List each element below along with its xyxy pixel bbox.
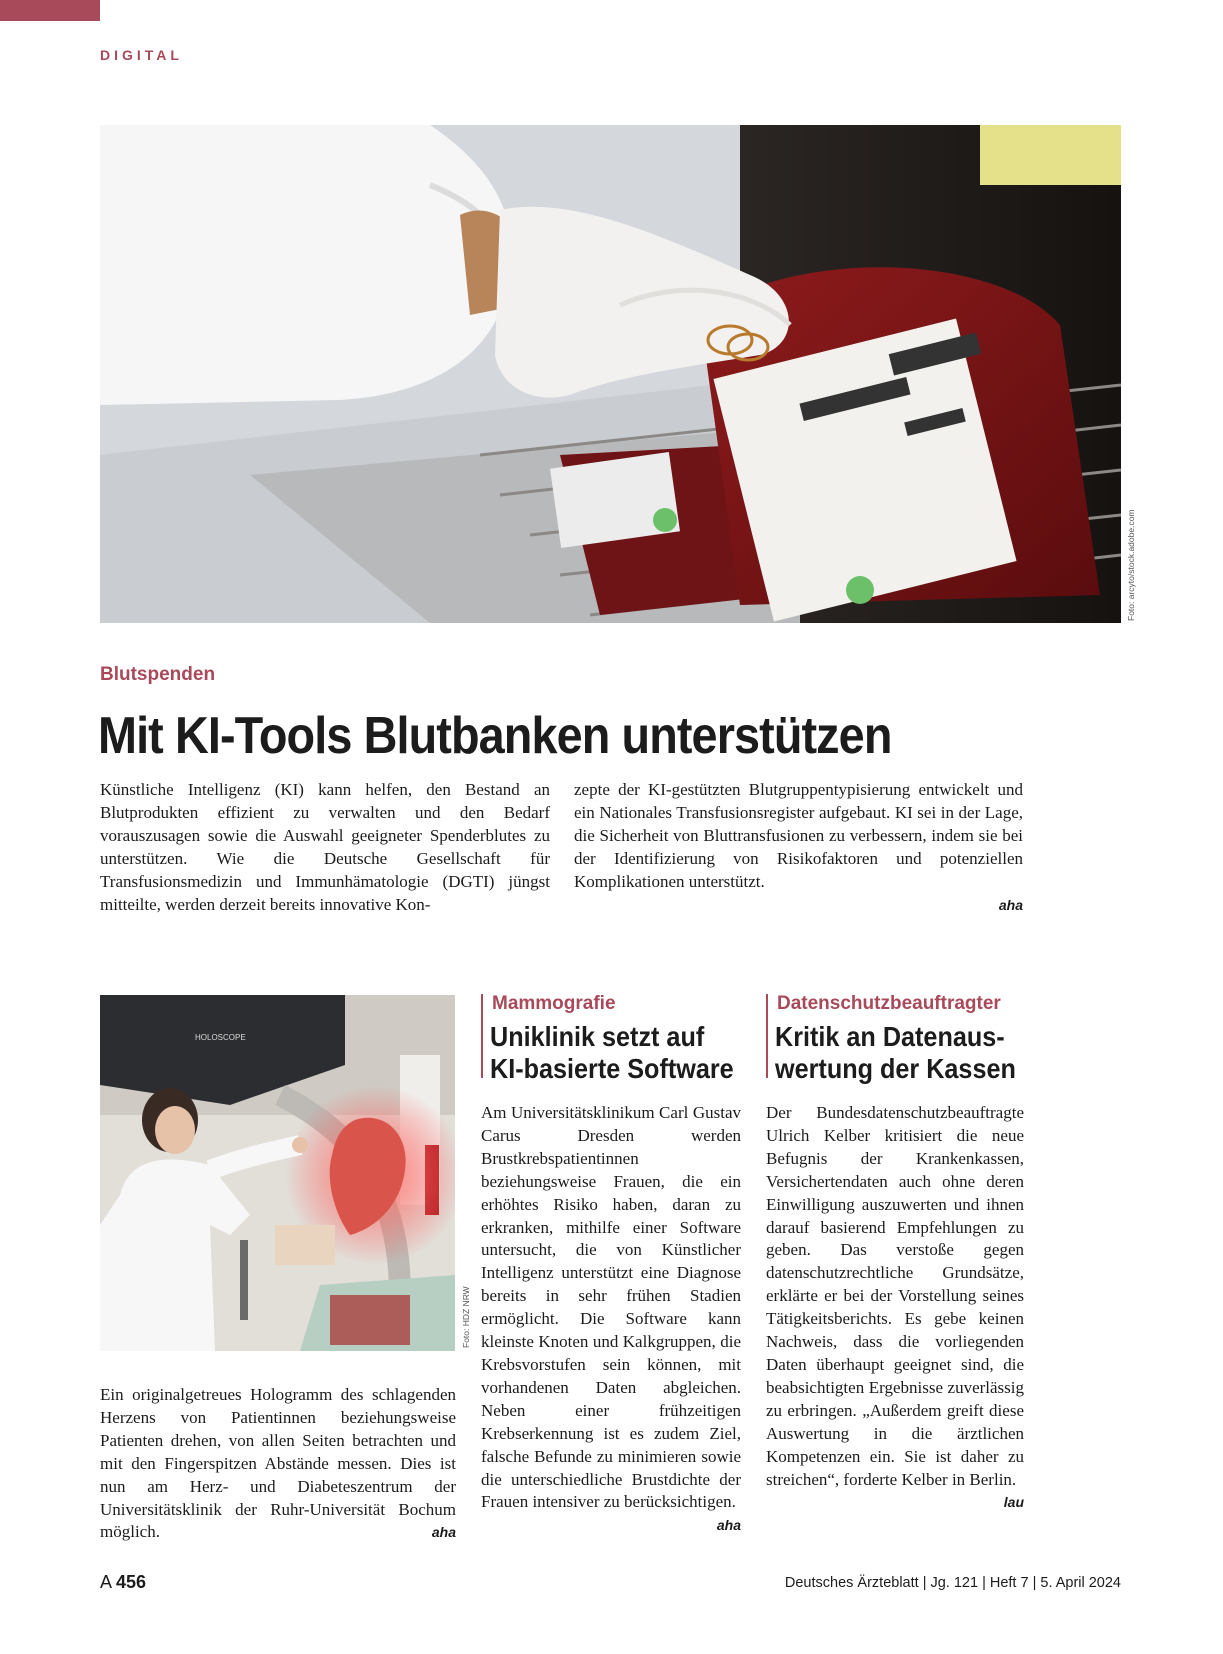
mammo-accent-rule — [481, 994, 483, 1078]
mammo-headline-line-2: KI-basierte Software — [490, 1053, 734, 1084]
photo-article-author: aha — [431, 1524, 456, 1541]
main-article-author: aha — [998, 896, 1023, 913]
main-article-column-2-text: zepte der KI-gestützten Blutgruppentypisierung entwickelt und ein Nationales Transfusionsregister aufgebaut. KI sei in der Lage, die Sicherheit von Bluttransfusionen zu verbessern, indem sie bei der Identifizierung von Risikofaktoren und potenziellen Komplikationen unterstützt. — [574, 780, 1023, 891]
mammo-article-body: Am Universitätsklinikum Carl Gustav Carus Dresden werden Brustkrebspatientinnen beziehungsweise Frauen, die ein erhöhtes Risiko haben, daran zu erkranken, mithilfe einer Software untersucht, die von Künstlicher Intelligenz unterstützt eine Diagnose bereits in sehr frühen Stadien ermöglicht. Die Software kann kleinste Knoten und Kalkgruppen, die Krebsvorstufen sein können, mit vorhandenen Daten abgleichen. Neben einer frühzeitigen Krebserkennung ist es zudem Ziel, falsche Befunde zu minimieren sowie die unterschiedliche Brustdichte der Frauen intensiver zu berücksichtigen. — [481, 1103, 741, 1512]
holoscope-device-label: HOLOSCOPE — [195, 1033, 246, 1042]
photo-article-body: Ein originalgetreues Hologramm des schlagenden Herzens von Patientinnen beziehungsweise Patienten drehen, von allen Seiten betrachten und mit den Fingerspitzen Abstände messen. Dies ist nun am Herz- und Diabeteszentrum der Universitätsklinik der Ruhr-Universität Bochum möglich. — [100, 1385, 456, 1542]
mammo-headline-line-1: Uniklinik setzt auf — [490, 1021, 705, 1052]
main-article-column-1: Künstliche Intelligenz (KI) kann helfen, den Bestand an Blutprodukten effizient zu verwalten und den Bedarf vorauszusagen sowie die Auswahl geeigneter Spenderblutes zu unterstützen. Wie die Deutsche Gesellschaft für Transfusionsmedizin und Immunhämatologie (DGTI) jüngst mitteilte, werden derzeit bereits innovative Kon- — [100, 780, 550, 914]
privacy-article-text — [766, 1102, 1024, 1514]
hologram-illustration — [100, 995, 455, 1351]
privacy-accent-rule — [766, 994, 768, 1078]
mammo-article-text — [481, 1102, 741, 1537]
privacy-article-author: lau — [1003, 1494, 1024, 1511]
privacy-article-headline — [775, 1021, 1027, 1085]
page-number-value: 456 — [116, 1572, 147, 1592]
privacy-article-kicker: Datenschutzbeauftragter — [777, 993, 1001, 1014]
page-number — [100, 1572, 146, 1593]
privacy-headline-line-2: wertung der Kassen — [775, 1053, 1016, 1084]
page-prefix: A — [100, 1572, 112, 1592]
main-article-headline: Mit KI-Tools Blutbanken unterstützen — [98, 707, 892, 765]
mammo-article-kicker: Mammografie — [492, 993, 616, 1014]
hologram-photo — [100, 995, 455, 1351]
main-article-kicker: Blutspenden — [100, 664, 216, 685]
hero-photo-blood-bags — [100, 125, 1121, 623]
mammo-article-headline — [490, 1021, 742, 1085]
publication-info: Deutsches Ärzteblatt | Jg. 121 | Heft 7 | 5. April 2024 — [784, 1575, 1121, 1591]
hero-illustration — [100, 125, 1121, 623]
privacy-headline-line-1: Kritik an Datenaus- — [775, 1021, 1005, 1052]
corner-accent-bar — [0, 0, 100, 21]
hero-photo-credit: Foto: arcyto/stock.adobe.com — [1126, 509, 1136, 621]
photo-article-text — [100, 1384, 456, 1544]
mammo-article-author: aha — [716, 1517, 741, 1534]
hologram-photo-credit: Foto: HDZ NRW — [461, 1286, 471, 1348]
main-article-column-2 — [574, 779, 1023, 916]
privacy-article-body: Der Bundesdatenschutzbeauftragte Ulrich Kelber kritisiert die neue Befugnis der Krankenkassen, Versichertendaten auch ohne deren Einwilligung auszuwerten und ihnen darauf basierend Empfehlungen zu geben. Das verstoße gegen datenschutzrechtliche Grundsätze, erklärte er bei der Vorstellung seines Tätigkeitsberichts. Es gebe keinen Nachweis, dass die vorliegenden Daten überhaupt geeignet sind, die beabsichtigten Ergebnisse zuverlässig zu erbringen. „Außerdem greift diese Auswertung in die ärztlichen Kompetenzen ein. Sie ist daher zu streichen“, forderte Kelber in Berlin. — [766, 1103, 1024, 1489]
section-label: DIGITAL — [100, 47, 183, 63]
